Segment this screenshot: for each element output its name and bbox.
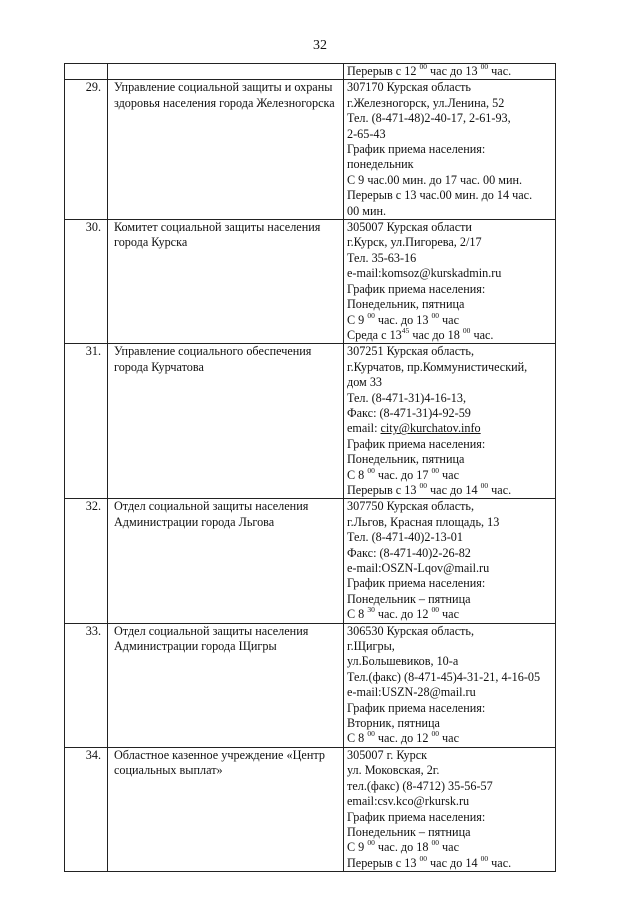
schedule-heading: График приема населения: (347, 700, 486, 715)
address-line: дом 33 (347, 375, 383, 390)
row-number-cell (65, 64, 108, 80)
row-number: 29. (65, 80, 108, 220)
table-row (65, 747, 556, 871)
table-row (65, 623, 556, 747)
schedule-heading: График приема населения: (347, 436, 486, 451)
row-number: 31. (65, 344, 108, 499)
address-line: г.Железногорск, ул.Ленина, 52 (347, 95, 505, 110)
email-line: e-mail:komsoz@kurskadmin.ru (347, 266, 502, 281)
address-line: ул. Моковская, 2г. (347, 763, 440, 778)
schedule-time: С 8 $^{30}$ час. до 12 $^{00}$ час (347, 605, 459, 622)
break-time: Перерыв с 13 $^{00}$ час до 14 $^{00}$ час. (347, 480, 512, 497)
address-line: г.Щигры, (347, 639, 395, 654)
break-time: 00 мин. (347, 203, 387, 218)
contact-info-cell (344, 499, 556, 623)
table-row (65, 80, 556, 220)
org-name: Областное казенное учреждение «Центр социальных выплат» (108, 747, 344, 871)
table-row (65, 344, 556, 499)
org-name: Комитет социальной защиты населения города Курска (108, 220, 344, 344)
row-number: 32. (65, 499, 108, 623)
email-line: email:csv.kco@rkursk.ru (347, 794, 470, 809)
break-time: Перерыв с 13 час.00 мин. до 14 час. (347, 188, 533, 203)
schedule-days: Вторник, пятница (347, 716, 440, 731)
contact-info-cell (344, 64, 556, 80)
email-link[interactable]: city@kurchatov.info (380, 421, 481, 436)
org-name-cell (108, 64, 344, 80)
address-line: 305007 Курская области (347, 220, 472, 235)
contact-info-cell (344, 747, 556, 871)
phone-line: Тел. (8-471-31)4-16-13, (347, 390, 466, 405)
page-number: 32 (313, 38, 327, 53)
schedule-days: Понедельник – пятница (347, 591, 471, 606)
address-line: 306530 Курская область, (347, 623, 475, 638)
address-line: ул.Большевиков, 10-а (347, 654, 459, 669)
schedule-time: С 8 $^{00}$ час. до 17 $^{00}$ час (347, 465, 459, 482)
schedule-days: понедельник (347, 157, 414, 172)
contact-info-cell (344, 220, 556, 344)
org-name: Отдел социальной защиты населения Администрации города Щигры (108, 623, 344, 747)
org-name: Управление социального обеспечения города Курчатова (108, 344, 344, 499)
address-line: г.Курчатов, пр.Коммунистический, (347, 359, 528, 374)
schedule-heading: График приема населения: (347, 809, 486, 824)
email-line: e-mail:OSZN-Lqov@mail.ru (347, 561, 490, 575)
break-time: Перерыв с 12 $^{00}$ час до 13 $^{00}$ час. (347, 62, 512, 78)
address-line: 307170 Курская область (347, 80, 471, 95)
address-line: г.Льгов, Красная площадь, 13 (347, 514, 500, 529)
break-time: Перерыв с 13 $^{00}$ час до 14 $^{00}$ час. (347, 853, 512, 870)
address-line: г.Курск, ул.Пигорева, 2/17 (347, 235, 482, 250)
row-number: 34. (65, 747, 108, 871)
email-line: e-mail:USZN-28@mail.ru (347, 685, 476, 700)
email-label: email: (347, 421, 381, 436)
contact-info-cell (344, 623, 556, 747)
contact-info-cell (344, 80, 556, 220)
schedule-days: Понедельник – пятница (347, 824, 471, 839)
phone-line: Тел. 35-63-16 (347, 250, 417, 265)
address-line: 305007 г. Курск (347, 747, 428, 762)
address-line: 307750 Курская область, (347, 499, 475, 514)
table-row-continuation (65, 64, 556, 80)
table-row (65, 220, 556, 344)
email-line (347, 421, 552, 436)
schedule-days: Понедельник, пятница (347, 297, 465, 312)
row-number: 30. (65, 220, 108, 344)
fax-line: Факс: (8-471-31)4-92-59 (347, 405, 471, 420)
schedule-time: С 9 $^{00}$ час. до 18 $^{00}$ час (347, 838, 459, 855)
phone-line: Тел. (8-471-40)2-13-01 (347, 530, 463, 545)
schedule-heading: График приема населения: (347, 281, 486, 296)
schedule-time: С 9 час.00 мин. до 17 час. 00 мин. (347, 172, 523, 187)
phone-line: Тел. (8-471-48)2-40-17, 2-61-93, (347, 111, 511, 126)
phone-line: 2-65-43 (347, 126, 386, 141)
org-name: Управление социальной защиты и охраны здоровья населения города Железногорска (108, 80, 344, 220)
schedule-heading: График приема населения: (347, 576, 486, 591)
phone-line: Тел.(факс) (8-471-45)4-31-21, 4-16-05 (347, 669, 541, 684)
contacts-table (64, 63, 556, 872)
schedule-heading: График приема населения: (347, 142, 486, 157)
contact-info-cell (344, 344, 556, 499)
schedule-time: С 9 $^{00}$ час. до 13 $^{00}$ час (347, 310, 459, 327)
address-line: 307251 Курская область, (347, 344, 475, 359)
phone-line: тел.(факс) (8-4712) 35-56-57 (347, 778, 493, 793)
table-row (65, 499, 556, 623)
schedule-days: Понедельник, пятница (347, 452, 465, 467)
fax-line: Факс: (8-471-40)2-26-82 (347, 545, 471, 560)
row-number: 33. (65, 623, 108, 747)
schedule-time: Среда с $13^{45}$ час до 18 $^{00}$ час. (347, 325, 494, 342)
schedule-time: С 8 $^{00}$ час. до 12 $^{00}$ час (347, 729, 459, 746)
org-name: Отдел социальной защиты населения Администрации города Льгова (108, 499, 344, 623)
